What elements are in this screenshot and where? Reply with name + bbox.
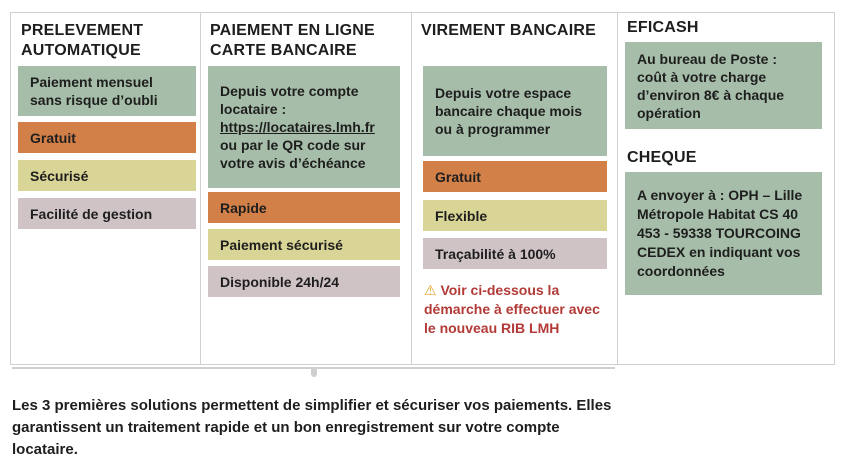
paiement-ligne-box-secure: Paiement sécurisé xyxy=(208,229,400,260)
intro-text-qr: ou par le QR code sur votre avis d’échéance xyxy=(220,137,366,171)
prelevement-box-secure: Sécurisé xyxy=(18,160,196,191)
prelevement-box-monthly: Paiement mensuel sans risque d’oubli xyxy=(18,66,196,116)
virement-box-free: Gratuit xyxy=(423,161,607,192)
virement-warning xyxy=(424,281,614,338)
eficash-title: EFICASH xyxy=(627,19,699,36)
paiement-ligne-title: PAIEMENT EN LIGNE CARTE BANCAIRE xyxy=(210,22,375,59)
prelevement-box-easy: Facilité de gestion xyxy=(18,198,196,229)
cheque-box: A envoyer à : OPH – Lille Métropole Habitat CS 40 453 - 59338 TOURCOING CEDEX en indiquant vos coordonnées xyxy=(625,172,822,295)
virement-box-space: Depuis votre espace bancaire chaque mois ou à programmer xyxy=(423,66,607,156)
warning-text: Voir ci-dessous la démarche à effectuer avec le nouveau RIB LMH xyxy=(424,282,600,336)
paiement-ligne-box-available: Disponible 24h/24 xyxy=(208,266,400,297)
column-divider xyxy=(411,12,412,365)
intro-text: Depuis votre compte locataire : xyxy=(220,83,359,117)
column-divider xyxy=(200,12,201,365)
prelevement-box-free: Gratuit xyxy=(18,122,196,153)
locataires-link[interactable]: https://locataires.lmh.fr xyxy=(220,119,375,135)
virement-box-traceability: Traçabilité à 100% xyxy=(423,238,607,269)
prelevement-title: PRELEVEMENT AUTOMATIQUE xyxy=(21,22,144,59)
eficash-box: Au bureau de Poste : coût à votre charge d’environ 8€ à chaque opération xyxy=(625,42,822,129)
column-divider xyxy=(617,12,618,365)
cheque-title: CHEQUE xyxy=(627,149,697,166)
footer-note: Les 3 premières solutions permettent de simplifier et sécuriser vos paiements. Elles garantissent un traitement rapide et un bon enregistrement sur votre compte locataire. xyxy=(12,397,612,458)
virement-box-flexible: Flexible xyxy=(423,200,607,231)
bracket-nub xyxy=(311,367,317,377)
virement-title: VIREMENT BANCAIRE xyxy=(421,22,596,39)
paiement-ligne-box-fast: Rapide xyxy=(208,192,400,223)
warning-icon: ⚠ xyxy=(424,282,437,298)
paiement-ligne-box-intro xyxy=(208,66,400,188)
